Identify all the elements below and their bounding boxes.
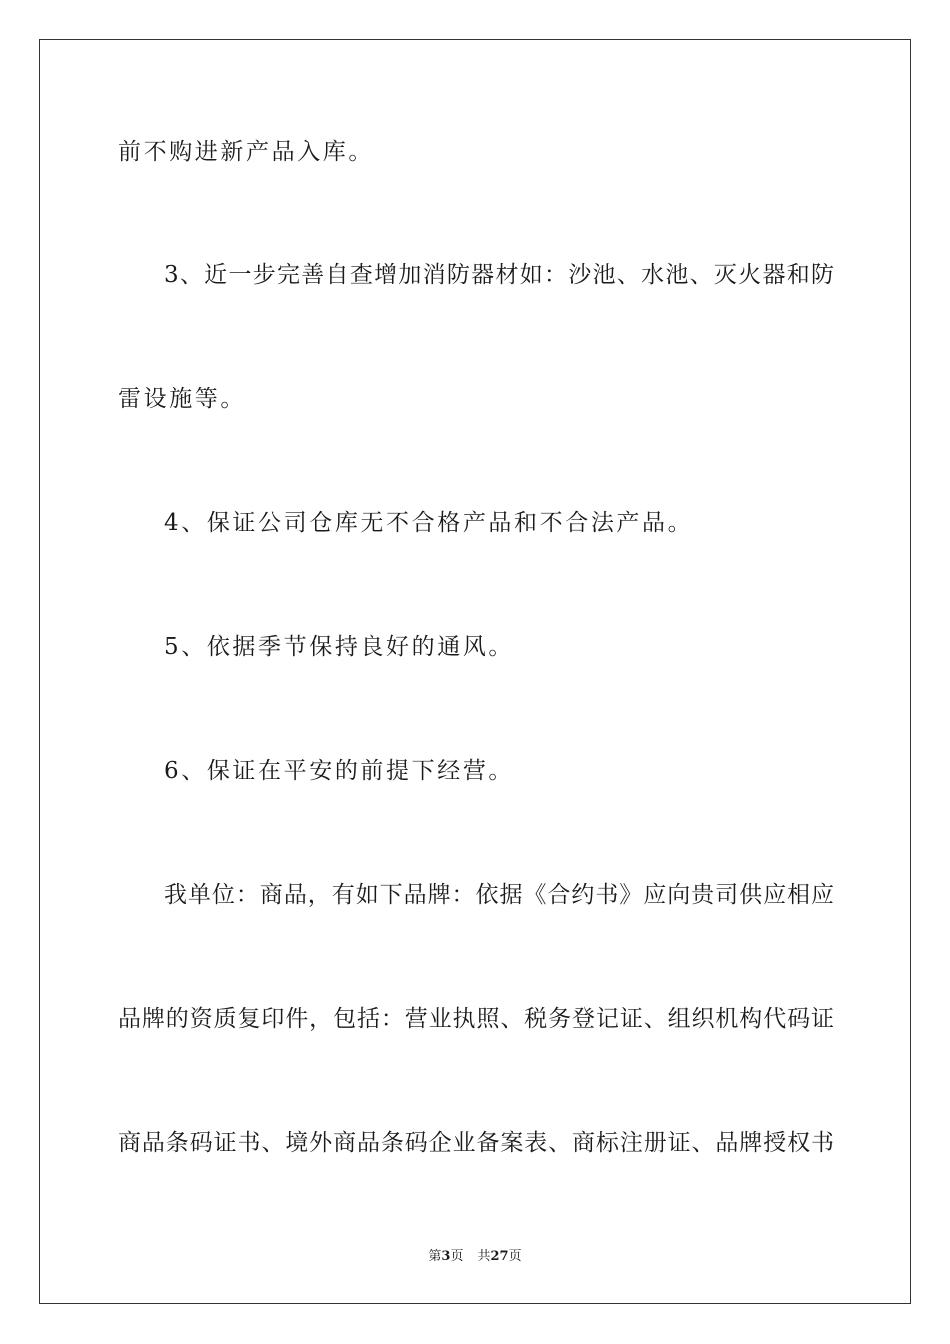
footer-page-number: 3 xyxy=(441,1249,451,1264)
footer-total-prefix: 共 xyxy=(477,1249,491,1264)
text-line-7: 我单位：商品，有如下品牌：依据《合约书》应向贵司供应相应 xyxy=(164,882,834,908)
text-line-6: 6、保证在平安的前提下经营。 xyxy=(164,758,515,784)
text-line-2: 3、近一步完善自查增加消防器材如：沙池、水池、灭火器和防 xyxy=(164,262,834,288)
text-line-8: 品牌的资质复印件，包括：营业执照、税务登记证、组织机构代码证 xyxy=(118,1006,834,1032)
footer-total-suffix: 页 xyxy=(508,1249,522,1264)
text-line-9: 商品条码证书、境外商品条码企业备案表、商标注册证、品牌授权书 xyxy=(118,1130,834,1156)
footer-total-pages: 27 xyxy=(490,1249,509,1264)
footer-page-suffix: 页 xyxy=(450,1249,464,1264)
page-frame xyxy=(39,39,911,1304)
text-line-1: 前不购进新产品入库。 xyxy=(118,139,374,165)
text-line-5: 5、依据季节保持良好的通风。 xyxy=(164,634,515,660)
page-footer xyxy=(0,1249,950,1265)
text-line-3: 雷设施等。 xyxy=(118,386,246,412)
footer-page-prefix: 第 xyxy=(428,1249,442,1264)
text-line-4: 4、保证公司仓库无不合格产品和不合法产品。 xyxy=(164,510,694,536)
